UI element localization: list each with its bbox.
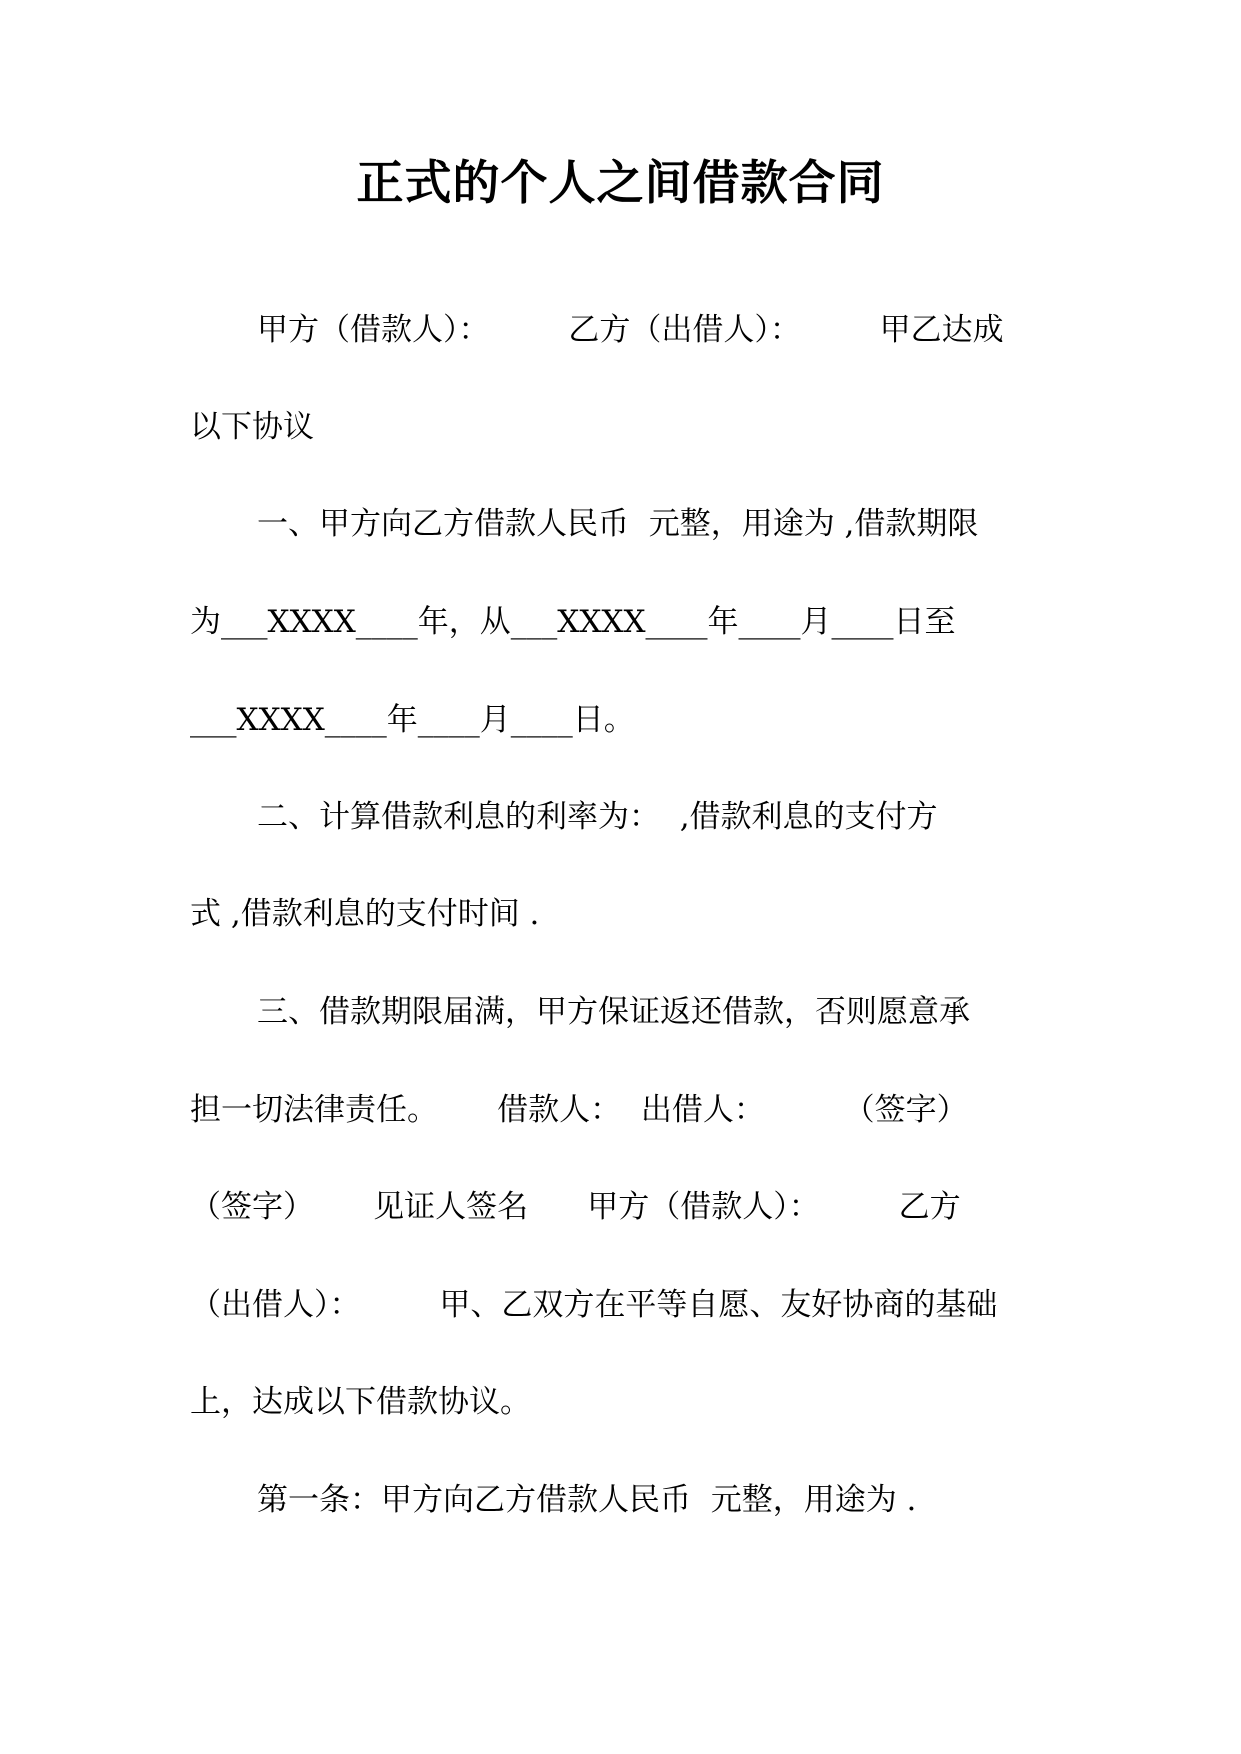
text-line-article-1: 第一条：甲方向乙方借款人民币 元整，用途为 . — [257, 1482, 917, 1518]
text-line-clause-1: 一、甲方向乙方借款人民币 元整，用途为 ,借款期限 — [257, 506, 979, 542]
text-line-preamble: （出借人）： 甲、乙双方在平等自愿、友好协商的基础 — [190, 1287, 998, 1323]
text-line-clause-2: 二、计算借款利息的利率为： ,借款利息的支付方 — [257, 799, 938, 835]
text-line-signatures: 担一切法律责任。 借款人： 出借人： （签字） — [190, 1092, 968, 1128]
text-line-clause-2-cont: 式 ,借款利息的支付时间 . — [190, 896, 540, 932]
text-line-clause-3: 三、借款期限届满，甲方保证返还借款，否则愿意承 — [257, 994, 970, 1030]
text-line-witness: （签字） 见证人签名 甲方（借款人）： 乙方 — [190, 1189, 961, 1225]
text-line-clause-1-term: 为___XXXX____年，从___XXXX____年____月____日至 — [190, 604, 956, 640]
text-line-clause-1-end: ___XXXX____年____月____日。 — [190, 702, 635, 738]
text-line-preamble-end: 上，达成以下借款协议。 — [190, 1384, 531, 1420]
document-title: 正式的个人之间借款合同 — [356, 156, 885, 211]
text-line-agreement-intro: 以下协议 — [190, 409, 314, 445]
text-line-parties: 甲方（借款人）： 乙方（出借人）： 甲乙达成 — [257, 312, 1004, 348]
